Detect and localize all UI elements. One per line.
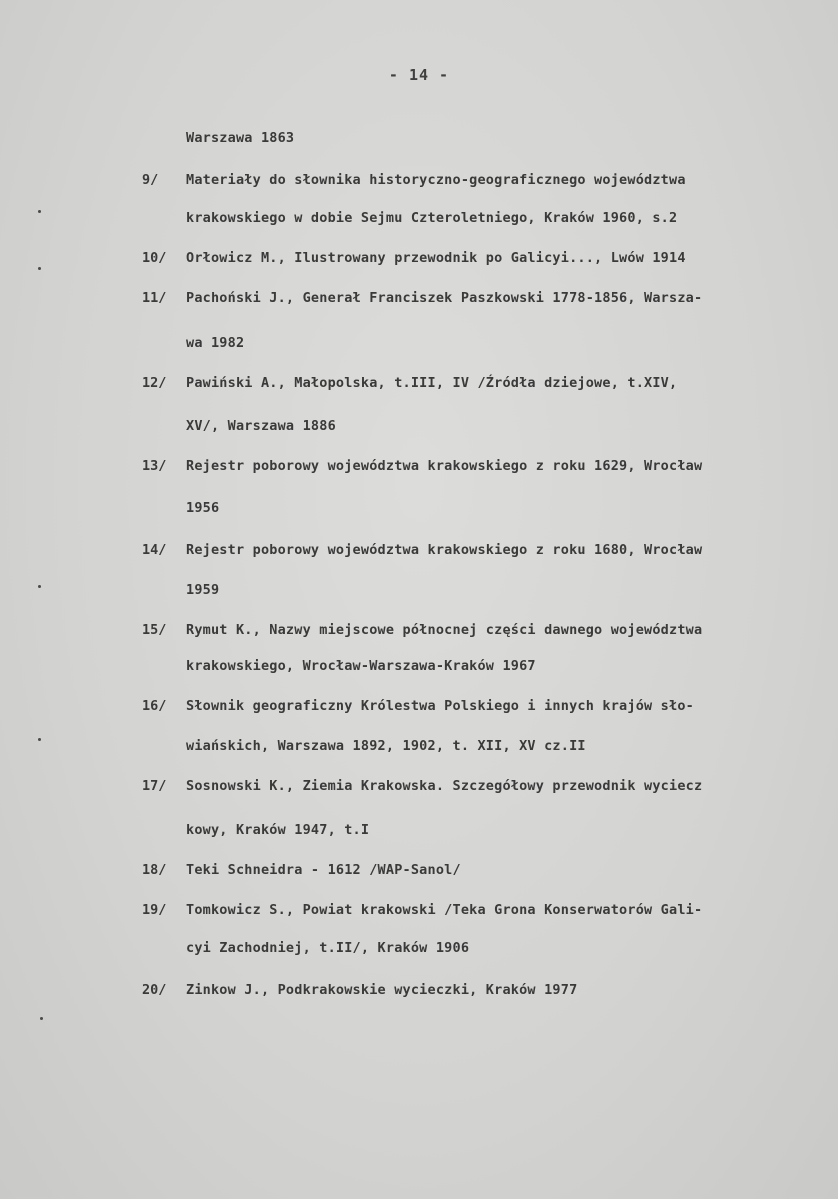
- entry-number: 12/: [142, 375, 167, 391]
- margin-mark: [38, 585, 41, 588]
- entry-text: Orłowicz M., Ilustrowany przewodnik po Galicyi..., Lwów 1914: [186, 250, 686, 266]
- entry-text: Pachoński J., Generał Franciszek Paszkowski 1778-1856, Warsza-: [186, 290, 703, 306]
- entry-text: Zinkow J., Podkrakowskie wycieczki, Kraków 1977: [186, 982, 578, 998]
- margin-mark: [40, 1017, 43, 1020]
- entry-number: 16/: [142, 698, 167, 714]
- entry-text: Słownik geograficzny Królestwa Polskiego i innych krajów sło-: [186, 698, 694, 714]
- page-number: - 14 -: [388, 66, 450, 84]
- entry-continuation: krakowskiego w dobie Sejmu Czteroletniego, Kraków 1960, s.2: [186, 210, 678, 226]
- margin-mark: [38, 738, 41, 741]
- entry-continuation: 1959: [186, 582, 220, 598]
- entry-continuation: Warszawa 1863: [186, 130, 295, 146]
- entry-number: 15/: [142, 622, 167, 638]
- entry-text: Teki Schneidra - 1612 /WAP-Sanol/: [186, 862, 461, 878]
- entry-text: Rejestr poborowy województwa krakowskiego z roku 1680, Wrocław: [186, 542, 703, 558]
- entry-continuation: wa 1982: [186, 335, 245, 351]
- entry-continuation: cyi Zachodniej, t.II/, Kraków 1906: [186, 940, 470, 956]
- entry-number: 10/: [142, 250, 167, 266]
- entry-continuation: kowy, Kraków 1947, t.I: [186, 822, 370, 838]
- entry-number: 18/: [142, 862, 167, 878]
- margin-mark: [38, 267, 41, 270]
- entry-number: 11/: [142, 290, 167, 306]
- entry-number: 9/: [142, 172, 159, 188]
- entry-text: Rejestr poborowy województwa krakowskiego z roku 1629, Wrocław: [186, 458, 703, 474]
- entry-number: 13/: [142, 458, 167, 474]
- entry-continuation: 1956: [186, 500, 220, 516]
- entry-number: 20/: [142, 982, 167, 998]
- entry-continuation: wiańskich, Warszawa 1892, 1902, t. XII, XV cz.II: [186, 738, 586, 754]
- margin-mark: [38, 210, 41, 213]
- entry-number: 17/: [142, 778, 167, 794]
- entry-text: Rymut K., Nazwy miejscowe północnej części dawnego województwa: [186, 622, 703, 638]
- entry-text: Tomkowicz S., Powiat krakowski /Teka Grona Konserwatorów Gali-: [186, 902, 703, 918]
- entry-continuation: XV/, Warszawa 1886: [186, 418, 336, 434]
- entry-number: 19/: [142, 902, 167, 918]
- entry-text: Sosnowski K., Ziemia Krakowska. Szczegółowy przewodnik wyciecz: [186, 778, 703, 794]
- entry-continuation: krakowskiego, Wrocław-Warszawa-Kraków 1967: [186, 658, 536, 674]
- entry-number: 14/: [142, 542, 167, 558]
- entry-text: Materiały do słownika historyczno-geograficznego województwa: [186, 172, 686, 188]
- entry-text: Pawiński A., Małopolska, t.III, IV /Źródła dziejowe, t.XIV,: [186, 375, 678, 391]
